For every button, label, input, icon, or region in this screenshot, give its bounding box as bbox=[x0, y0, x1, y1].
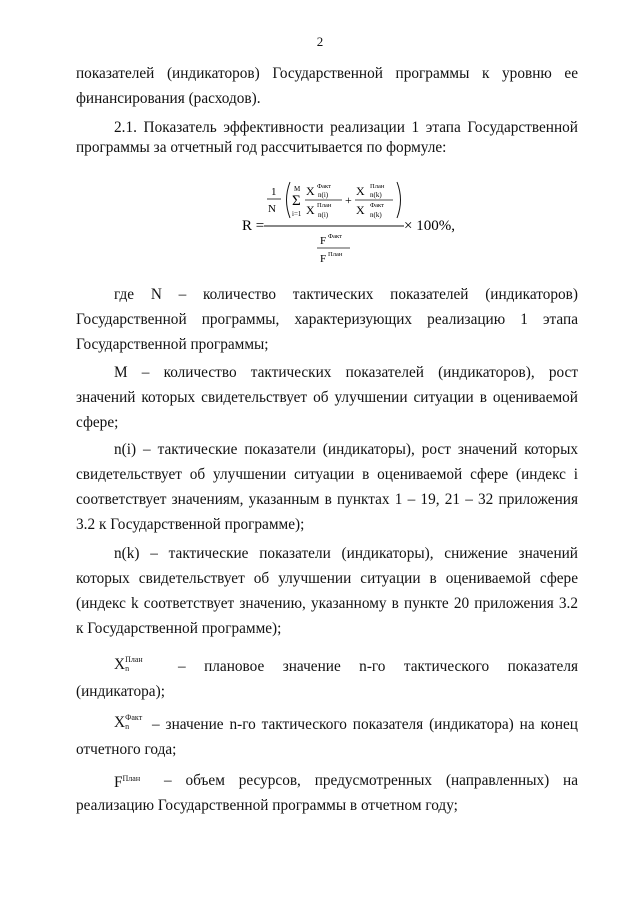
formula-i1: i=1 bbox=[292, 210, 302, 218]
symbol-f-plan: $F^{План}$ bbox=[114, 774, 141, 792]
formula-F: F bbox=[320, 235, 327, 247]
formula-sigma: Σ bbox=[292, 193, 301, 209]
formula-plan: План bbox=[317, 202, 332, 209]
def-line: значений которых свидетельствует об улучшении ситуации в оцениваемой bbox=[76, 389, 578, 406]
def-line: M – количество тактических показателей (индикаторов), рост bbox=[114, 364, 578, 381]
formula-one: 1 bbox=[271, 186, 277, 198]
def-line: Государственной программы, характеризующих реализацию 1 этапа bbox=[76, 311, 578, 328]
def-line: которых свидетельствует об улучшении ситуации в оцениваемой сфере bbox=[76, 570, 578, 587]
formula-lhs: R = bbox=[242, 218, 265, 234]
formula-plan: План bbox=[328, 251, 343, 258]
para-line: программы за отчетный год рассчитывается по формуле: bbox=[76, 139, 447, 156]
formula-fact: Факт bbox=[328, 233, 342, 240]
def-line: n(i) – тактические показатели (индикаторы), рост значений которых bbox=[114, 441, 578, 458]
formula-X: X bbox=[356, 184, 365, 198]
def-line: – значение n-го тактического показателя (индикатора) на конец bbox=[152, 716, 578, 733]
symbol-x-fact: XФакт n bbox=[114, 713, 143, 731]
formula-F: F bbox=[320, 253, 327, 265]
formula-N: N bbox=[268, 203, 276, 215]
para-line: показателей (индикаторов) Государственной программы к уровню ее bbox=[76, 65, 578, 82]
def-line: свидетельствует об улучшении ситуации в оцениваемой сфере (индекс i bbox=[76, 466, 578, 483]
def-line: 3.2 к Государственной программе); bbox=[76, 516, 305, 533]
def-line: n(k) – тактические показатели (индикаторы), снижение значений bbox=[114, 545, 578, 562]
formula-plan: План bbox=[370, 183, 385, 190]
efficiency-formula bbox=[0, 178, 640, 278]
def-line: реализацию Государственной программы в отчетном году; bbox=[76, 797, 458, 814]
para-line: финансирования (расходов). bbox=[76, 90, 261, 107]
def-line: отчетного года; bbox=[76, 741, 177, 758]
formula-nk: n(k) bbox=[370, 211, 382, 219]
def-line: (индекс k соответствует значению, указанному в пункте 20 приложения 3.2 bbox=[76, 595, 578, 612]
formula-nk: n(k) bbox=[370, 191, 382, 199]
formula-plus: + bbox=[345, 193, 352, 207]
formula-X: X bbox=[306, 184, 315, 198]
def-line: сфере; bbox=[76, 414, 119, 431]
symbol-x-plan: XПлан n bbox=[114, 655, 143, 673]
def-line: Государственной программы; bbox=[76, 336, 269, 353]
formula-M: M bbox=[294, 185, 301, 193]
def-line: – плановое значение n-го тактического показателя bbox=[178, 658, 578, 675]
para-line: 2.1. Показатель эффективности реализации 1 этапа Государственной bbox=[114, 119, 578, 136]
formula-fact: Факт bbox=[370, 202, 384, 209]
formula-ni: n(i) bbox=[318, 211, 329, 219]
formula-ni: n(i) bbox=[318, 191, 329, 199]
def-line: где N – количество тактических показателей (индикаторов) bbox=[114, 286, 578, 303]
def-line: (индикатора); bbox=[76, 683, 165, 700]
def-line: – объем ресурсов, предусмотренных (направленных) на bbox=[164, 772, 578, 789]
page-number: 2 bbox=[316, 34, 324, 49]
formula-times: × 100%, bbox=[404, 218, 455, 234]
def-line: соответствует значениям, указанным в пунктах 1 – 19, 21 – 32 приложения bbox=[76, 491, 578, 508]
formula-fact: Факт bbox=[317, 183, 331, 190]
formula-X: X bbox=[356, 203, 365, 217]
def-line: к Государственной программе); bbox=[76, 620, 282, 637]
formula-X: X bbox=[306, 203, 315, 217]
